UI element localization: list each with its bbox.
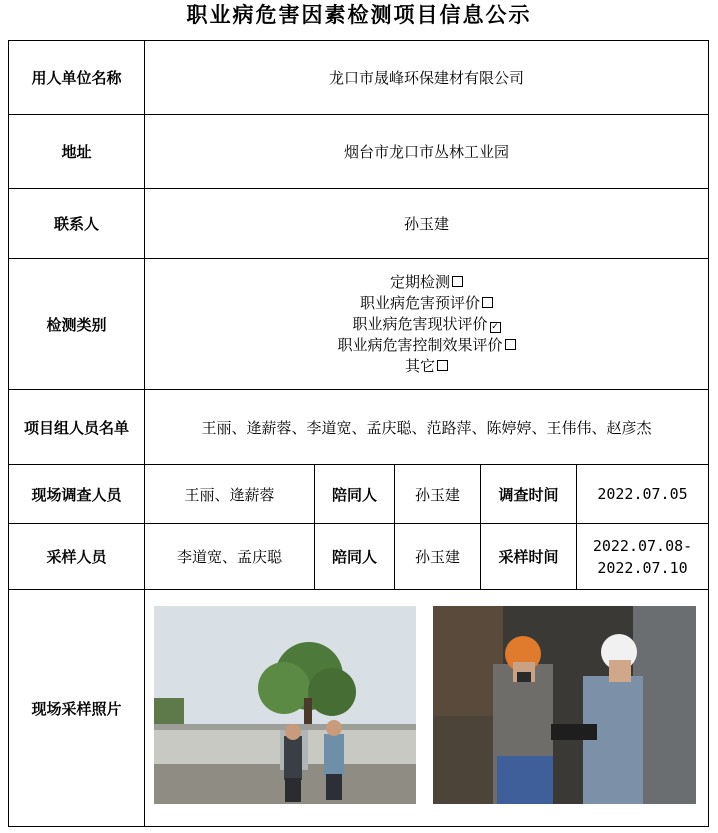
sampling-label: 采样人员 [9,524,145,590]
type-item [145,293,708,314]
type-item-label: 职业病危害现状评价 [352,314,488,333]
type-item-label: 职业病危害控制效果评价 [337,335,503,354]
type-item [145,335,708,356]
site-photo-sampling-image [433,606,696,804]
photo-container [145,590,708,826]
sampling-accompany-label: 陪同人 [315,524,395,590]
type-item-label: 其它 [404,356,435,375]
type-row [9,259,709,390]
survey-accompany-label: 陪同人 [315,465,395,524]
survey-value: 王丽、逄薪蓉 [145,465,315,524]
survey-time-value: 2022.07.05 [577,465,709,524]
contact-row [9,189,709,259]
survey-row [9,465,709,524]
type-item-label: 职业病危害预评价 [359,293,480,312]
members-row [9,390,709,465]
sampling-time-start: 2022.07.08- [592,536,693,555]
employer-label: 用人单位名称 [9,41,145,115]
sampling-value: 李道宽、孟庆聪 [145,524,315,590]
photo-label: 现场采样照片 [9,590,145,827]
employer-value: 龙口市晟峰环保建材有限公司 [145,41,709,115]
info-table [8,40,709,827]
checkbox-icon [505,339,516,350]
site-photo-gate [154,606,416,804]
type-item [145,314,708,335]
site-photo-gate-image [154,606,416,804]
checkbox-icon [452,276,463,287]
type-item-label: 定期检测 [389,272,450,291]
sampling-time-value [577,524,709,590]
sampling-accompany-value: 孙玉建 [395,524,481,590]
survey-label: 现场调查人员 [9,465,145,524]
members-value: 王丽、逄薪蓉、李道宽、孟庆聪、范路萍、陈婷婷、王伟伟、赵彦杰 [145,390,709,465]
page-title: 职业病危害因素检测项目信息公示 [186,2,532,27]
sampling-row [9,524,709,590]
contact-value: 孙玉建 [145,189,709,259]
survey-accompany-value: 孙玉建 [395,465,481,524]
members-label: 项目组人员名单 [9,390,145,465]
employer-row [9,41,709,115]
type-label: 检测类别 [9,259,145,390]
photo-cell [145,590,709,827]
checkbox-checked-icon: ✓ [491,321,499,332]
site-photo-sampling [433,606,696,804]
checkbox-icon [482,297,493,308]
sampling-time-label: 采样时间 [481,524,577,590]
type-item [145,272,708,293]
checkbox-icon [437,360,448,371]
contact-label: 联系人 [9,189,145,259]
address-label: 地址 [9,115,145,189]
type-list [145,259,709,390]
sampling-time-end: 2022.07.10 [597,558,688,577]
survey-time-label: 调查时间 [481,465,577,524]
address-value: 烟台市龙口市丛林工业园 [145,115,709,189]
type-item [145,356,708,377]
address-row [9,115,709,189]
photo-row [9,590,709,827]
